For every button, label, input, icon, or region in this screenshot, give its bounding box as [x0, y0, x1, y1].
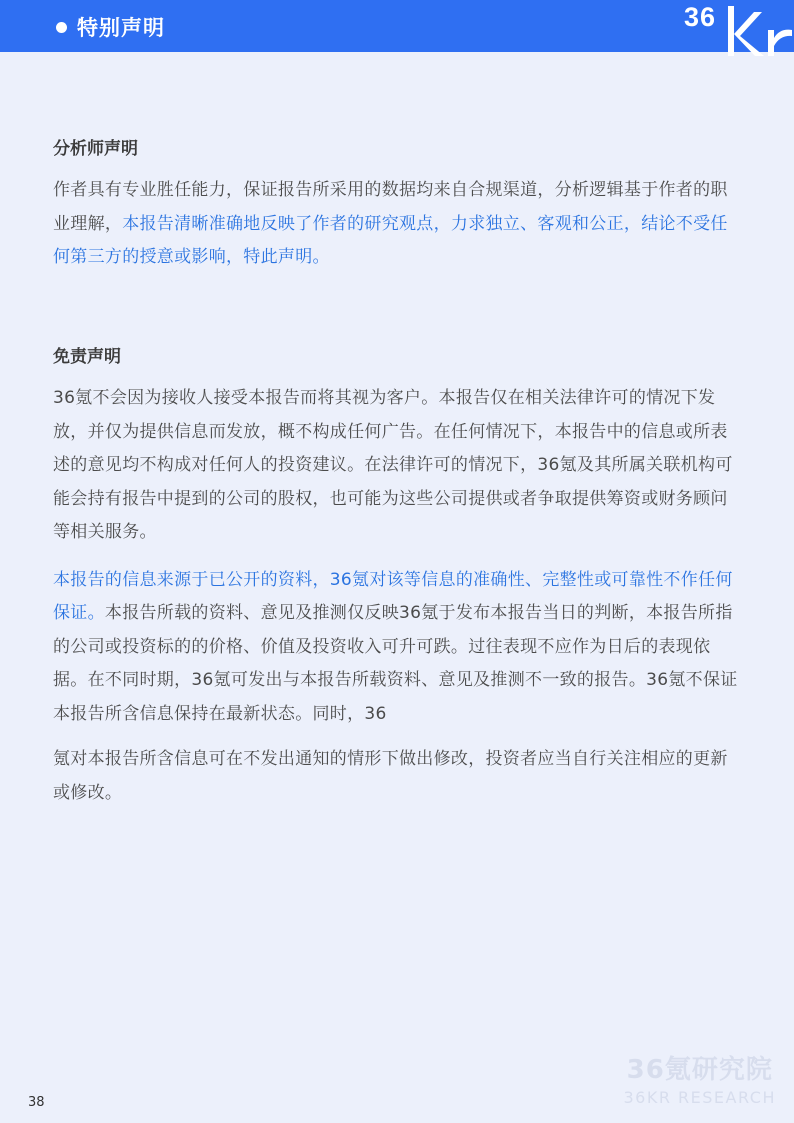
analyst-paragraph-highlight: 本报告清晰准确地反映了作者的研究观点，力求独立、客观和公正，结论不受任何第三方的授意或影响，特此声明。: [53, 213, 728, 267]
disclaimer-paragraph-2: [53, 564, 743, 732]
bullet-dot-icon: [56, 22, 67, 33]
disclaimer-paragraph-2-highlight: 本报告的信息来源于已公开的资料，36氪对该等信息的准确性、完整性或可靠性不作任何保证。: [53, 569, 733, 623]
disclaimer-statement: [53, 342, 743, 810]
analyst-statement: [53, 134, 743, 275]
logo-36kr-icon: [684, 0, 794, 56]
page-title-text: 特别声明: [77, 16, 165, 40]
watermark: [623, 1049, 776, 1107]
watermark-cn: 36氪研究院: [626, 1055, 773, 1085]
page-number: 38: [28, 1095, 45, 1110]
analyst-paragraph-plain: 作者具有专业胜任能力，保证报告所采用的数据均来自合规渠道，分析逻辑基于作者的职业理解，: [53, 180, 728, 234]
analyst-paragraph: [53, 174, 743, 275]
svg-text:36: 36: [684, 2, 717, 32]
disclaimer-paragraph-2-plain: 本报告所载的资料、意见及推测仅反映36氪于发布本报告当日的判断，本报告所指的公司或投资标的的价格、价值及投资收入可升可跌。过往表现不应作为日后的表现依据。在不同时期，36氪可发出与本报告所载资料、意见及推测不一致的报告。36氪不保证本报告所含信息保持在最新状态。同时，36: [53, 603, 738, 724]
disclaimer-paragraph-3: 氪对本报告所含信息可在不发出通知的情形下做出修改，投资者应当自行关注相应的更新或修改。: [53, 749, 728, 803]
page-title: [56, 12, 165, 42]
disclaimer-paragraph-1: 36氪不会因为接收人接受本报告而将其视为客户。本报告仅在相关法律许可的情况下发放，并仅为提供信息而发放，概不构成任何广告。在任何情况下，本报告中的信息或所表述的意见均不构成对任何人的投资建议。在法律许可的情况下，36氪及其所属关联机构可能会持有报告中提到的公司的股权，也可能为这些公司提供或者争取提供筹资或财务顾问等相关服务。: [53, 388, 733, 542]
brand-logo: [684, 0, 794, 56]
disclaimer-heading: 免责声明: [53, 347, 121, 367]
analyst-heading: 分析师声明: [53, 139, 138, 159]
watermark-en: 36KR RESEARCH: [623, 1088, 776, 1107]
